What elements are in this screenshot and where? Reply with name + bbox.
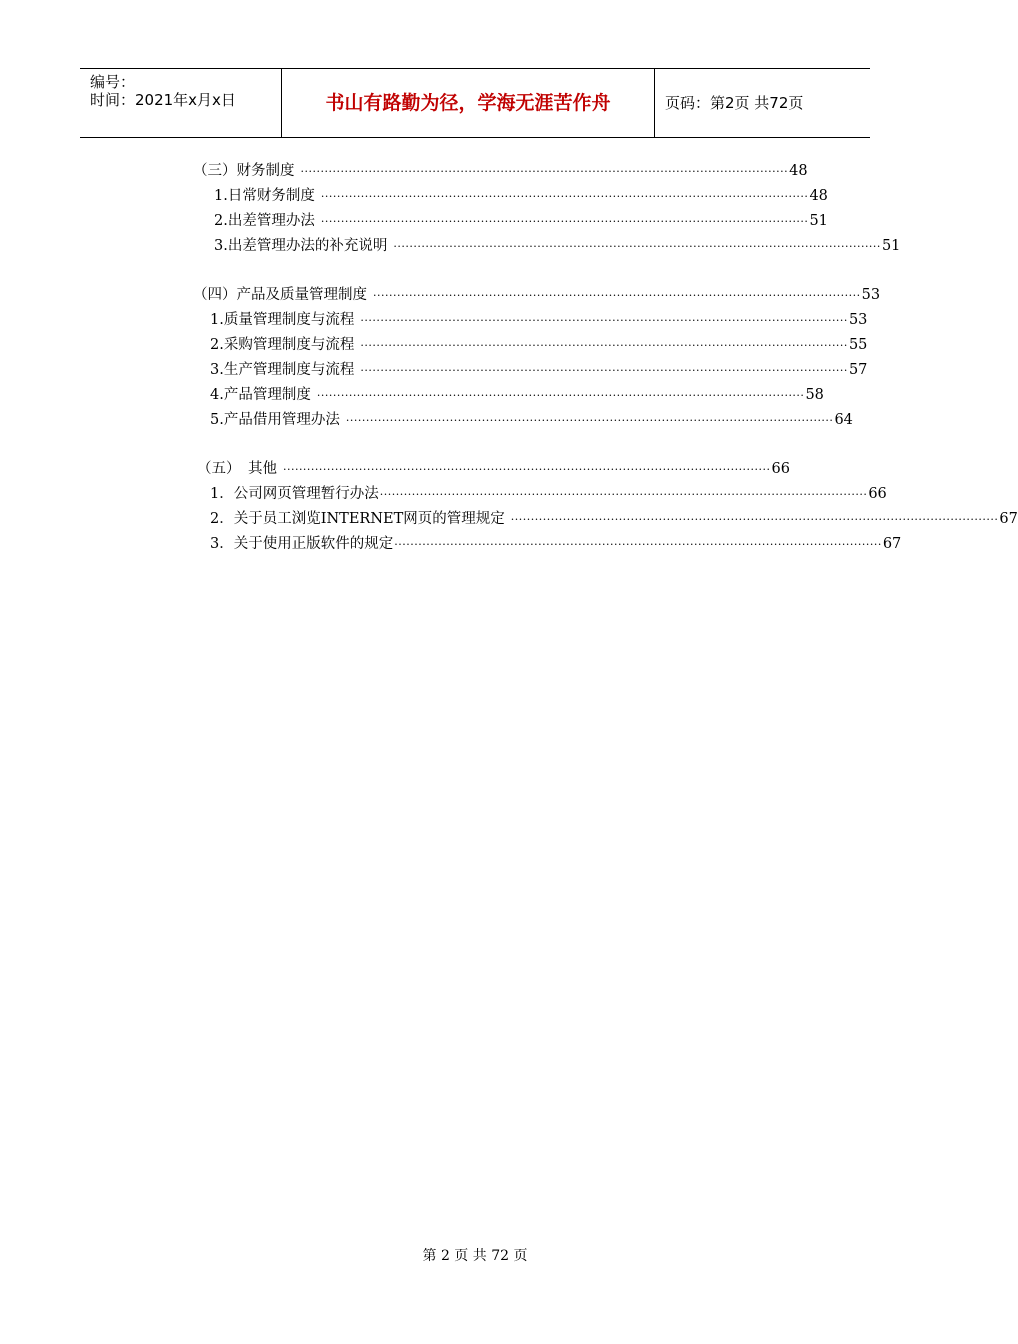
toc-entry-page: 51 <box>809 213 828 229</box>
doc-number-label: 编号： <box>90 73 136 91</box>
toc-entry-page: 48 <box>789 163 808 179</box>
toc-entry-page: 48 <box>809 188 828 204</box>
toc-leader-dots: ·························································································································· <box>320 190 809 203</box>
toc-entry-title: 产品管理制度 <box>223 387 311 403</box>
toc-entry-number: 3. <box>210 362 224 378</box>
toc-entry-title: 财务制度 <box>236 163 295 179</box>
toc-entry-title: 关于员工浏览INTERNET网页的管理规定 <box>233 511 505 527</box>
toc-leader-dots: ·························································································································· <box>360 339 848 352</box>
toc-entry-page: 55 <box>848 337 868 353</box>
header-page-cell <box>654 69 871 137</box>
toc-entry[interactable] <box>210 534 902 554</box>
toc-entry-page: 57 <box>848 362 868 378</box>
toc-entry-title: 采购管理制度与流程 <box>223 337 355 353</box>
toc-entry-page: 67 <box>882 536 902 552</box>
toc-leader-dots: ·························································································································· <box>360 364 848 377</box>
toc-entry-page: 66 <box>868 486 887 502</box>
toc-leader-dots: ·························································································································· <box>373 289 861 302</box>
toc-leader-dots: ·························································································································· <box>316 389 805 402</box>
toc-entry-title: 日常财务制度 <box>227 188 315 204</box>
toc-entry[interactable] <box>214 236 901 256</box>
toc-entry-title: 生产管理制度与流程 <box>223 362 355 378</box>
toc-entry-number: 5. <box>210 412 224 428</box>
toc-entry[interactable] <box>214 211 828 231</box>
toc-entry-number: 3. <box>214 238 228 254</box>
toc-leader-dots: ·························································································································· <box>345 414 834 427</box>
toc-entry-number: 1． <box>210 486 234 502</box>
toc-leader-dots: ·························································································································· <box>300 165 789 178</box>
toc-entry[interactable] <box>210 310 868 330</box>
toc-entry-number: 2. <box>210 337 224 353</box>
toc-entry-title: 质量管理制度与流程 <box>223 312 355 328</box>
toc-leader-dots: ·························································································································· <box>393 240 881 253</box>
toc-entry[interactable] <box>210 335 868 355</box>
toc-entry-page: 64 <box>834 412 853 428</box>
time-label: 时间：2021年x月x日 <box>90 91 236 109</box>
toc-entry[interactable] <box>210 385 824 405</box>
toc-leader-dots: ·························································································································· <box>282 463 771 476</box>
header-motto: 书山有路勤为径，学海无涯苦作舟 <box>325 92 611 114</box>
toc-entry-title: 关于使用正版软件的规定 <box>233 536 394 552</box>
toc-entry-page: 58 <box>805 387 824 403</box>
toc-entry-title: 产品及质量管理制度 <box>236 287 367 303</box>
toc-entry-title: 出差管理办法 <box>227 213 315 229</box>
toc-leader-dots: ·························································································································· <box>394 538 882 551</box>
toc-leader-dots: ·························································································································· <box>320 215 809 228</box>
toc-entry[interactable] <box>193 285 881 305</box>
toc-entry-title: 其他 <box>247 461 277 477</box>
page-header <box>80 68 870 138</box>
toc-entry-page: 51 <box>881 238 901 254</box>
toc-leader-dots: ·························································································································· <box>379 488 868 501</box>
toc-entry-number: 1. <box>214 188 228 204</box>
toc-entry-page: 66 <box>771 461 790 477</box>
toc-entry-number: （五） <box>197 461 241 477</box>
header-motto-cell <box>281 69 654 137</box>
toc-entry-number: 3． <box>210 536 234 552</box>
toc-entry-title: 公司网页管理暂行办法 <box>233 486 379 502</box>
toc-entry-title: 出差管理办法的补充说明 <box>227 238 388 254</box>
toc-entry[interactable] <box>210 410 853 430</box>
toc-entry[interactable] <box>210 509 1018 529</box>
toc-leader-dots: ·························································································································· <box>510 513 999 526</box>
toc-entry-title: 产品借用管理办法 <box>223 412 340 428</box>
toc-entry[interactable] <box>193 161 808 181</box>
toc-entry-number: 2． <box>210 511 234 527</box>
page-footer: 第 2 页 共 72 页 <box>422 1248 528 1264</box>
header-info-cell <box>80 69 280 137</box>
toc-entry[interactable] <box>214 186 828 206</box>
toc-entry-number: 4. <box>210 387 224 403</box>
toc-entry-page: 67 <box>999 511 1018 527</box>
toc-entry-number: 1. <box>210 312 224 328</box>
toc-entry-number: （四） <box>193 287 237 303</box>
toc-entry-number: （三） <box>193 163 237 179</box>
toc-entry-number: 2. <box>214 213 228 229</box>
toc-entry[interactable] <box>197 459 790 479</box>
toc-leader-dots: ·························································································································· <box>360 314 848 327</box>
toc-entry[interactable] <box>210 484 887 504</box>
toc-entry-page: 53 <box>861 287 881 303</box>
header-page-code: 页码：第2页 共72页 <box>665 94 804 112</box>
toc-entry-page: 53 <box>848 312 868 328</box>
toc-entry[interactable] <box>210 360 868 380</box>
